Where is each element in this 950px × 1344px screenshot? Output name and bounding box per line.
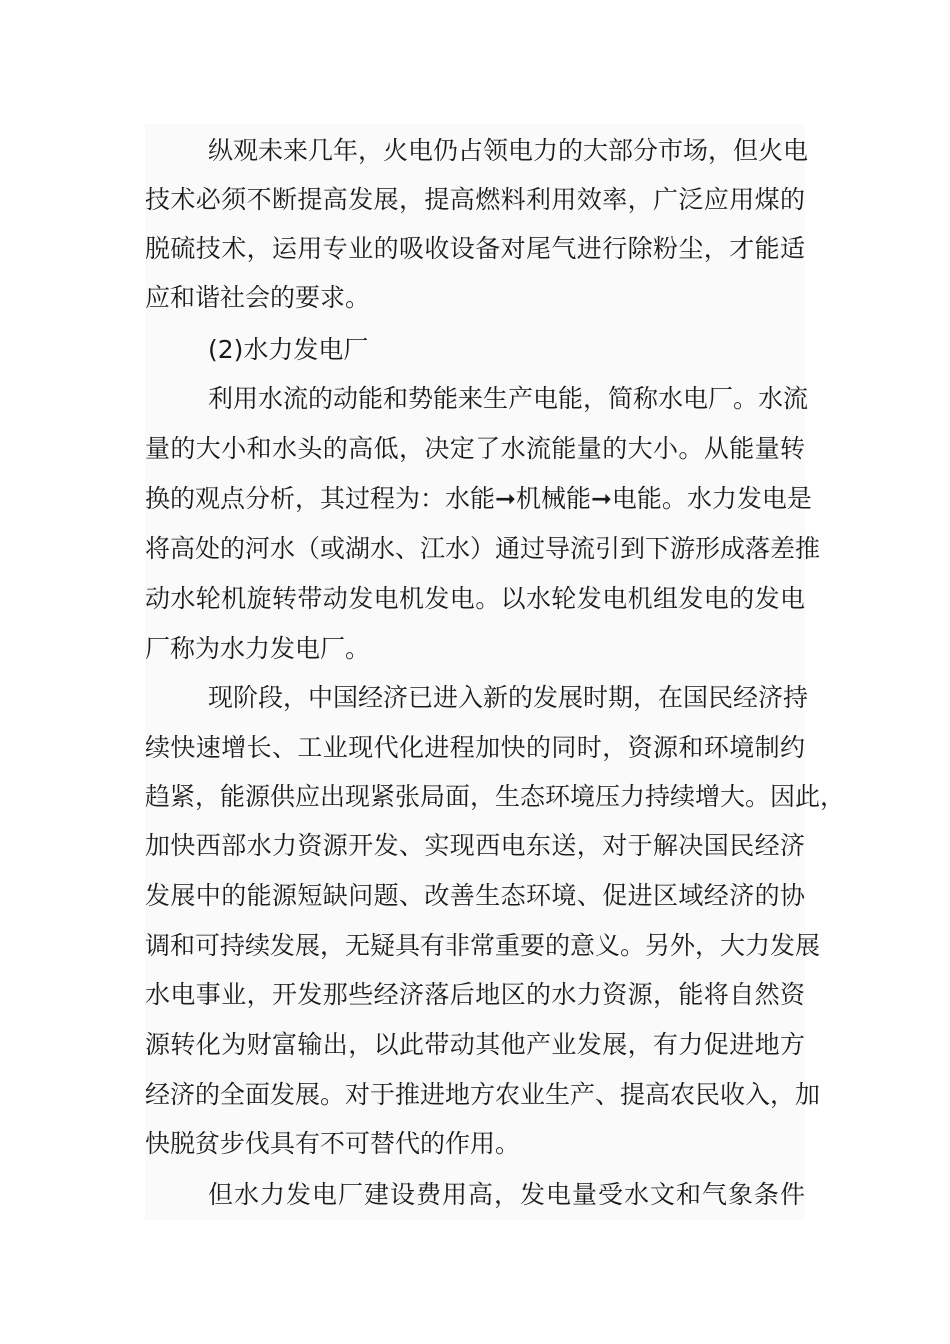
paragraph-economy-line-5: 发展中的能源短缺问题、改善生态环境、促进区域经济的协 [145, 881, 805, 910]
paragraph-thermal-line-2: 技术必须不断提高发展，提高燃料利用效率，广泛应用煤的 [145, 185, 805, 214]
paragraph-economy-line-2: 续快速增长、工业现代化进程加快的同时，资源和环境制约 [145, 733, 805, 762]
paragraph-economy-line-7: 水电事业，开发那些经济落后地区的水力资源，能将自然资 [145, 980, 805, 1009]
paragraph-economy-line-3: 趋紧，能源供应出现紧张局面，生态环境压力持续增大。因此， [145, 782, 846, 811]
paragraph-economy-line-8: 源转化为财富输出，以此带动其他产业发展，有力促进地方 [145, 1030, 805, 1059]
paragraph-hydro-line-3: 换的观点分析，其过程为：水能➞机械能➞电能。水力发电是 [145, 484, 812, 513]
paragraph-hydro-line-4: 将高处的河水（或湖水、江水）通过导流引到下游形成落差推 [145, 534, 821, 563]
paragraph-economy-line-1: 现阶段，中国经济已进入新的发展时期，在国民经济持 [208, 683, 809, 712]
paragraph-economy-line-6: 调和可持续发展，无疑具有非常重要的意义。另外，大力发展 [145, 931, 821, 960]
paragraph-economy-line-4: 加快西部水力资源开发、实现西电东送，对于解决国民经济 [145, 831, 805, 860]
paragraph-hydro-line-1: 利用水流的动能和势能来生产电能，简称水电厂。水流 [208, 384, 809, 413]
paragraph-cost-line-1: 但水力发电厂建设费用高，发电量受水文和气象条件 [208, 1180, 805, 1209]
paragraph-thermal-line-1: 纵观未来几年，火电仍占领电力的大部分市场，但火电 [208, 136, 809, 165]
paragraph-economy-line-10: 快脱贫步伐具有不可替代的作用。 [145, 1129, 521, 1158]
paragraph-thermal-line-4: 应和谐社会的要求。 [145, 283, 371, 312]
section-heading-hydropower: (2)水力发电厂 [208, 335, 369, 364]
paragraph-economy-line-9: 经济的全面发展。对于推进地方农业生产、提高农民收入，加 [145, 1080, 821, 1109]
paragraph-thermal-line-3: 脱硫技术，运用专业的吸收设备对尾气进行除粉尘，才能适 [145, 234, 805, 263]
paragraph-hydro-line-5: 动水轮机旋转带动发电机发电。以水轮发电机组发电的发电 [145, 584, 805, 613]
document-text-block [145, 124, 846, 1220]
paragraph-hydro-line-2: 量的大小和水头的高低，决定了水流能量的大小。从能量转 [145, 434, 805, 463]
paragraph-hydro-line-6: 厂称为水力发电厂。 [145, 634, 371, 663]
